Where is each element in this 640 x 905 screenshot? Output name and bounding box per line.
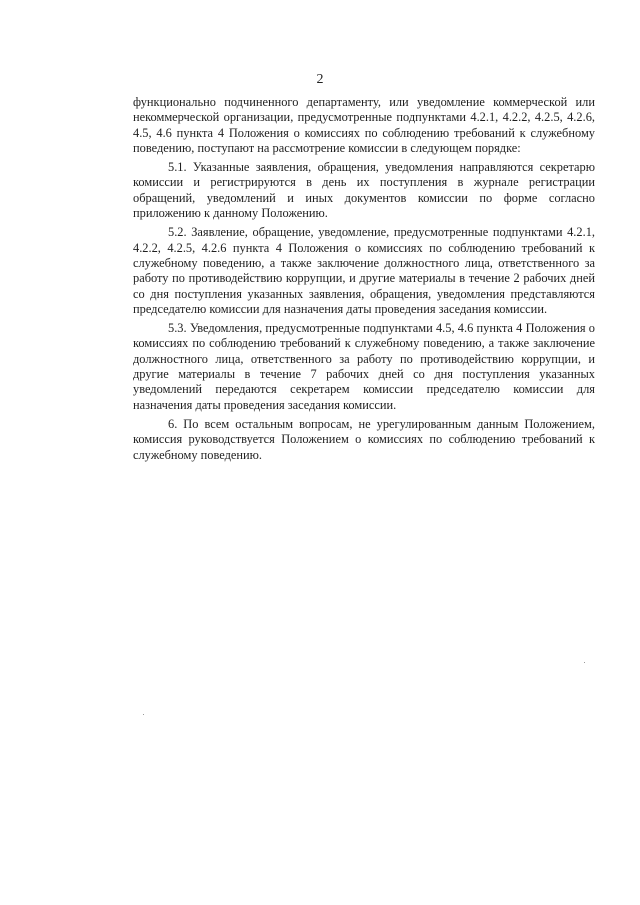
paragraph-6: 6. По всем остальным вопросам, не урегулированным данным Положением, комиссия руководствуется Положением о комиссиях по соблюдению требований к служебному поведению. [133,416,595,462]
document-body [133,95,595,467]
paragraph-5-1: 5.1. Указанные заявления, обращения, уведомления направляются секретарю комиссии и регистрируются в день их поступления в журнале регистрации обращений, уведомлений и иных документов комиссии по форме согласно приложению к данному Положению. [133,160,595,221]
scan-speck [584,662,585,663]
paragraph-5-2: 5.2. Заявление, обращение, уведомление, предусмотренные подпунктами 4.2.1, 4.2.2, 4.2.5, 4.2.6 пункта 4 Положения о комиссиях по соблюдению требований к служебному поведению, а также заключение должностного лица, ответственного за работу по противодействию коррупции, и другие материалы в течение 2 рабочих дней со дня поступления указанных заявления, обращения, уведомления представляются председателю комиссии для назначения даты проведения заседания комиссии. [133,225,595,316]
scan-speck [143,714,144,715]
paragraph-continuation: функционально подчиненного департаменту, или уведомление коммерческой или некоммерческой организации, предусмотренные подпунктами 4.2.1, 4.2.2, 4.2.5, 4.2.6, 4.5, 4.6 пункта 4 Положения о комиссиях по соблюдению требований к служебному поведению, поступают на рассмотрение комиссии в следующем порядке: [133,95,595,155]
page-number: 2 [316,72,324,87]
paragraph-5-3: 5.3. Уведомления, предусмотренные подпунктами 4.5, 4.6 пункта 4 Положения о комиссиях по соблюдению требований к служебному поведению, а также заключение должностного лица, ответственного за работу по противодействию коррупции, и другие материалы в течение 7 рабочих дней со дня поступления указанных уведомлений передаются секретарем комиссии председателю комиссии для назначения даты проведения заседания комиссии. [133,321,595,412]
